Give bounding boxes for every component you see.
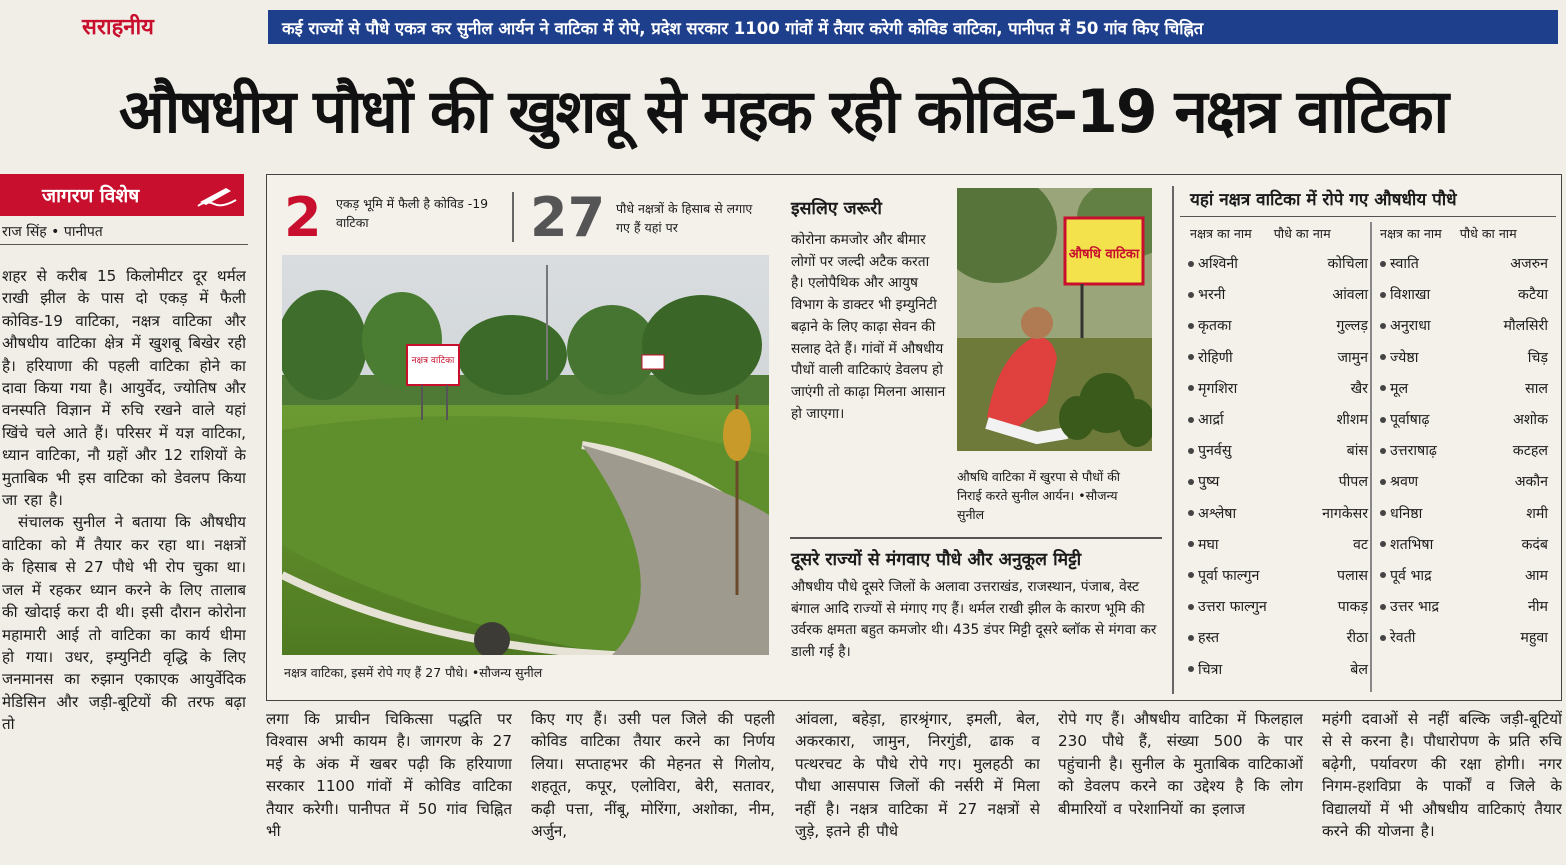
jagran-vishesh-badge [0,174,244,216]
herbal-sign: औषधि वाटिका [1068,247,1140,262]
nakshatra-name [1380,566,1432,585]
nakshatra-name [1188,628,1219,647]
pen-icon [196,182,238,208]
top-strap [0,6,1566,46]
bullet-icon [1380,572,1386,578]
bullet-icon [1380,261,1386,267]
nakshatra-name [1188,410,1224,429]
plant-name: बांस [1346,443,1368,460]
badge-label: जागरण विशेष [42,185,140,207]
table-row [1188,529,1368,560]
table-col-divider [1370,222,1372,692]
nakshatra-name [1380,472,1418,491]
stat-number-plants: 27 [530,186,606,249]
body-column-5: रोपे गए हैं। औषधीय वाटिका में फिलहाल 230 पौधे हैं, संख्या 500 के पार पहुंचानी है। सुनील के मुताबिक वाटिकाओं को डेवलप करने का उद्देश्य है कि लोग बीमारियों व परेशानियों का इलाज [1058,710,1303,818]
table-title-rule [1180,216,1556,217]
plant-name: आंवला [1332,287,1368,304]
plant-name: महुवा [1520,630,1548,647]
why-title: इसलिए जरूरी [791,199,882,219]
nakshatra-label: हस्त [1198,630,1220,647]
article-paragraph: शहर से करीब 15 किलोमीटर दूर थर्मल राखी झील के पास दो एकड़ में फैली कोविड-19 वाटिका, नक्षत्र वाटिका और औषधीय वाटिका क्षेत्र में खुशबू बिखेर रही है। हरियाणा की पहली वाटिका होने का दावा किया गया है। आयुर्वेद, ज्योतिष और वनस्पति विज्ञान में रुचि रखने वाले यहां खिंचे चले आते हैं। परिसर में यज्ञ वाटिका, ध्यान वाटिका, नौ ग्रहों और 12 राशियों के मुताबिक भी इस वाटिका को डेवलप किया जा रहा है। [2,267,246,510]
section-tag: सराहनीय [82,15,154,40]
bullet-icon [1188,354,1194,360]
table-row [1188,342,1368,373]
bullet-icon [1188,635,1194,641]
nakshatra-name [1188,597,1267,616]
col-nakshatra-label: नक्षत्र का नाम [1190,226,1252,241]
plant-name: पलास [1337,567,1368,584]
garden-sign: नक्षत्र वाटिका [411,356,455,366]
body-column-3: किए गए हैं। उसी पल जिले की पहली कोविड वाटिका तैयार करने का निर्णय लिया। सप्ताहभर की मेहनत से गिलोय, शहतूत, कपूर, एलोविरा, बेरी, सतावर, कढ़ी पत्ता, नींबू, मोरिंगा, अशोका, नीम, अर्जुन, [531,710,775,841]
bullet-icon [1188,261,1194,267]
table-header-right [1380,225,1517,242]
plant-name: पीपल [1338,474,1368,491]
bullet-icon [1380,292,1386,298]
nakshatra-label: पूर्वा फाल्गुन [1198,567,1260,584]
nakshatra-label: आर्द्रा [1198,412,1224,429]
plant-name: मौलसिरी [1503,318,1548,335]
nakshatra-label: पूर्वाषाढ़ [1390,412,1430,429]
table-row [1188,591,1368,622]
nakshatra-label: भरनी [1198,287,1226,304]
body-column-6: महंगी दवाओं से नहीं बल्कि जड़ी-बूटियों से से करना है। पौधारोपण के प्रति रुचि बढ़ेगी, पर्यावरण की रक्षा होगी। नगर निगम-हशविप्रा के पार्कों व जिले के विद्यालयों में भी औषधीय वाटिकाएं तैयार करने की योजना है। [1322,710,1562,841]
nakshatra-label: चित्रा [1198,661,1223,678]
plant-name: अशोक [1512,412,1548,429]
nakshatra-label: शतभिषा [1390,536,1434,553]
table-row [1380,310,1548,341]
bullet-icon [1188,510,1194,516]
plant-name: शीशम [1336,412,1368,429]
plant-name: चिड़ [1527,349,1548,366]
nakshatra-name [1380,379,1408,398]
nakshatra-name [1380,504,1422,523]
table-row [1380,342,1548,373]
nakshatra-name [1188,348,1233,367]
table-right [1380,248,1548,653]
bullet-icon [1188,292,1194,298]
table-left [1188,248,1368,685]
bullet-icon [1188,385,1194,391]
nakshatra-name [1188,504,1236,523]
nakshatra-name [1380,285,1430,304]
soil-title: दूसरे राज्यों से मंगवाए पौधे और अनुकूल मिट्टी [791,550,1082,570]
bullet-icon [1380,417,1386,423]
nakshatra-name [1188,472,1219,491]
nakshatra-label: रेवती [1390,630,1416,647]
nakshatra-label: पुष्य [1198,474,1220,491]
table-divider [1172,186,1174,694]
table-row [1380,560,1548,591]
plant-name: अकौन [1514,474,1548,491]
byline: राज सिंह • पानीपत [2,224,103,240]
nakshatra-name [1188,379,1237,398]
nakshatra-label: मघा [1198,536,1219,553]
nakshatra-name [1188,285,1225,304]
nakshatra-label: विशाखा [1390,287,1431,304]
bullet-icon [1380,635,1386,641]
nakshatra-name [1188,535,1219,554]
table-row [1188,498,1368,529]
nakshatra-name [1380,410,1429,429]
nakshatra-label: पुनर्वसु [1198,443,1232,460]
plant-name: नागकेसर [1322,505,1368,522]
plant-name: पाकड़ [1337,599,1368,616]
stat-number-acres: 2 [284,186,322,249]
table-row [1188,310,1368,341]
plant-name: कदंब [1521,536,1548,553]
table-row [1380,373,1548,404]
bullet-icon [1380,448,1386,454]
nakshatra-name [1380,316,1431,335]
table-row [1380,435,1548,466]
plant-name: जामुन [1337,349,1368,366]
plant-name: रीठा [1346,630,1368,647]
nakshatra-label: मूल [1390,380,1409,397]
stat-text-acres: एकड़ भूमि में फैली है कोविड -19 वाटिका [336,196,489,230]
plant-name: खैर [1350,380,1368,397]
bullet-icon [1380,323,1386,329]
nakshatra-label: मृगशिरा [1198,380,1238,397]
nakshatra-name [1380,628,1415,647]
nakshatra-name [1188,566,1259,585]
why-text: कोरोना कमजोर और बीमार लोगों पर जल्दी अटैक करता है। एलोपैथिक और आयुष विभाग के डाक्टर भी इम्युनिटी बढ़ाने के लिए काढ़ा सेवन की सलाह देते हैं। गांवों में औषधीय पौधों वाली वाटिकाएं डेवलप हो जाएंगी तो काढ़ा मिलना आसान हो जाएगा। [791,232,946,422]
col-plant-label: पौधे का नाम [1459,226,1517,241]
article-paragraph: संचालक सुनील ने बताया कि औषधीय वाटिका को मैं तैयार कर रहा था। नक्षत्रों के हिसाब से 27 पौधे भी रोप चुका था। जल में रहकर ध्यान करने के लिए तालाब की खोदाई करा दी थी। इसी दौरान कोरोना महामारी आई तो वाटिका का कार्य धीमा हो गया। उधर, इम्युनिटी वृद्धि के लिए जनमानस का रुझान एकाएक आयुर्वेदिक मेडिसिन और जड़ी-बूटियों की तरफ बढ़ा तो [2,513,246,734]
table-row [1380,248,1548,279]
table-row [1380,404,1548,435]
col-plant-label: पौधे का नाम [1273,226,1331,241]
bullet-icon [1380,479,1386,485]
plant-name: आम [1525,567,1548,584]
nakshatra-label: ज्येष्ठा [1390,349,1419,366]
bullet-icon [1188,479,1194,485]
headline: औषधीय पौधों की खुशबू से महक रही कोविड-19 नक्षत्र वाटिका [118,77,1448,147]
soil-rule [790,537,1162,539]
bullet-icon [1380,510,1386,516]
table-row [1188,248,1368,279]
body-column-2: लगा कि प्राचीन चिकित्सा पद्धति पर विश्वास अभी कायम है। जागरण के 27 मई के अंक में खबर पढ़ी कि हरियाणा सरकार 1100 गांवों में कोविड वाटिका तैयार करेगी। पानीपत में 50 गांव चिह्नित भी [266,710,512,841]
table-header-left [1190,225,1331,242]
nakshatra-name [1188,660,1222,679]
bullet-icon [1380,604,1386,610]
nakshatra-label: अश्विनी [1198,256,1238,273]
nakshatra-name [1380,597,1439,616]
table-row [1188,404,1368,435]
nakshatra-name [1380,441,1437,460]
stat-divider [512,192,514,242]
nakshatra-label: रोहिणी [1198,349,1233,366]
plant-name: कटैया [1518,287,1548,304]
bullet-icon [1188,417,1194,423]
soil-text: औषधीय पौधे दूसरे जिलों के अलावा उत्तराखंड, राजस्थान, पंजाब, वेस्ट बंगाल आदि राज्यों से मंगाए गए हैं। थर्मल राखी झील के कारण भूमि की उर्वरक क्षमता बहुत कमजोर थी। 435 डंपर मिट्टी दूसरे ब्लॉक से मंगवा कर डाली गई है। [791,579,1157,661]
bullet-icon [1380,385,1386,391]
body-column-4: आंवला, बहेड़ा, हारश्रृंगार, इमली, बेल, अकरकारा, जामुन, निरगुंडी, ढाक व पत्थरचट के पौधे रोपे गए। मुलहठी का पौधा आसपास जिलों की नर्सरी में मिला नहीं है। नक्षत्र वाटिका में 27 नक्षत्रों से जुड़े, इतने ही पौधे [795,710,1040,841]
table-row [1380,498,1548,529]
bullet-icon [1188,541,1194,547]
nakshatra-name [1380,348,1418,367]
nakshatra-name [1380,535,1433,554]
nakshatra-name [1188,316,1232,335]
nakshatra-label: धनिष्ठा [1390,505,1423,522]
table-row [1188,653,1368,684]
nakshatra-name [1380,254,1419,273]
nakshatra-label: उत्तराषाढ़ [1390,443,1437,460]
nakshatra-label: श्रवण [1390,474,1419,491]
plant-name: नीम [1527,599,1548,616]
plant-name: वट [1352,536,1368,553]
table-row [1188,466,1368,497]
nakshatra-name [1188,254,1238,273]
table-row [1188,435,1368,466]
nakshatra-label: कृतका [1198,318,1232,335]
person-photo [957,188,1152,451]
bullet-icon [1380,354,1386,360]
plant-name: कोचिला [1327,256,1368,273]
table-row [1188,560,1368,591]
plant-name: साल [1525,380,1548,397]
table-row [1380,466,1548,497]
nakshatra-name [1188,441,1231,460]
stat-text-plants: पौधे नक्षत्रों के हिसाब से लगाए गए हैं यहां पर [616,201,753,235]
body-column-1 [2,265,246,860]
nakshatra-label: स्वाति [1390,256,1419,273]
bullet-icon [1188,323,1194,329]
plant-name: गुल्लड़ [1336,318,1368,335]
bullet-icon [1188,604,1194,610]
table-row [1188,373,1368,404]
photo-caption-1: नक्षत्र वाटिका, इसमें रोपे गए हैं 27 पौधे। •सौजन्य सुनील [284,665,543,680]
plant-name: शमी [1526,505,1548,522]
plant-name: कटहल [1512,443,1548,460]
nakshatra-label: पूर्व भाद्र [1390,567,1432,584]
nakshatra-label: उत्तर भाद्र [1390,599,1440,616]
bullet-icon [1188,666,1194,672]
table-row [1380,279,1548,310]
table-row [1188,622,1368,653]
garden-photo [282,255,769,655]
bullet-icon [1188,448,1194,454]
strap-line: कई राज्यों से पौधे एकत्र कर सुनील आर्यन ने वाटिका में रोपे, प्रदेश सरकार 1100 गांवों में तैयार करेगी कोविड वाटिका, पानीपत में 50 गांव किए चिह्नित [268,10,1558,44]
table-row [1380,622,1548,653]
photo-caption-2: औषधि वाटिका में खुरपा से पौधों की निराई करते सुनील आर्यन। •सौजन्य सुनील [957,469,1121,522]
bullet-icon [1188,572,1194,578]
table-title: यहां नक्षत्र वाटिका में रोपे गए औषधीय पौधे [1190,190,1457,210]
plant-name: बेल [1350,661,1368,678]
plant-name: अजरुन [1510,256,1548,273]
table-row [1380,529,1548,560]
nakshatra-label: अनुराधा [1390,318,1431,335]
col-nakshatra-label: नक्षत्र का नाम [1380,226,1442,241]
bullet-icon [1380,541,1386,547]
nakshatra-label: उत्तरा फाल्गुन [1198,599,1267,616]
byline-rule [0,244,248,245]
table-row [1188,279,1368,310]
nakshatra-label: अश्लेषा [1198,505,1237,522]
table-row [1380,591,1548,622]
